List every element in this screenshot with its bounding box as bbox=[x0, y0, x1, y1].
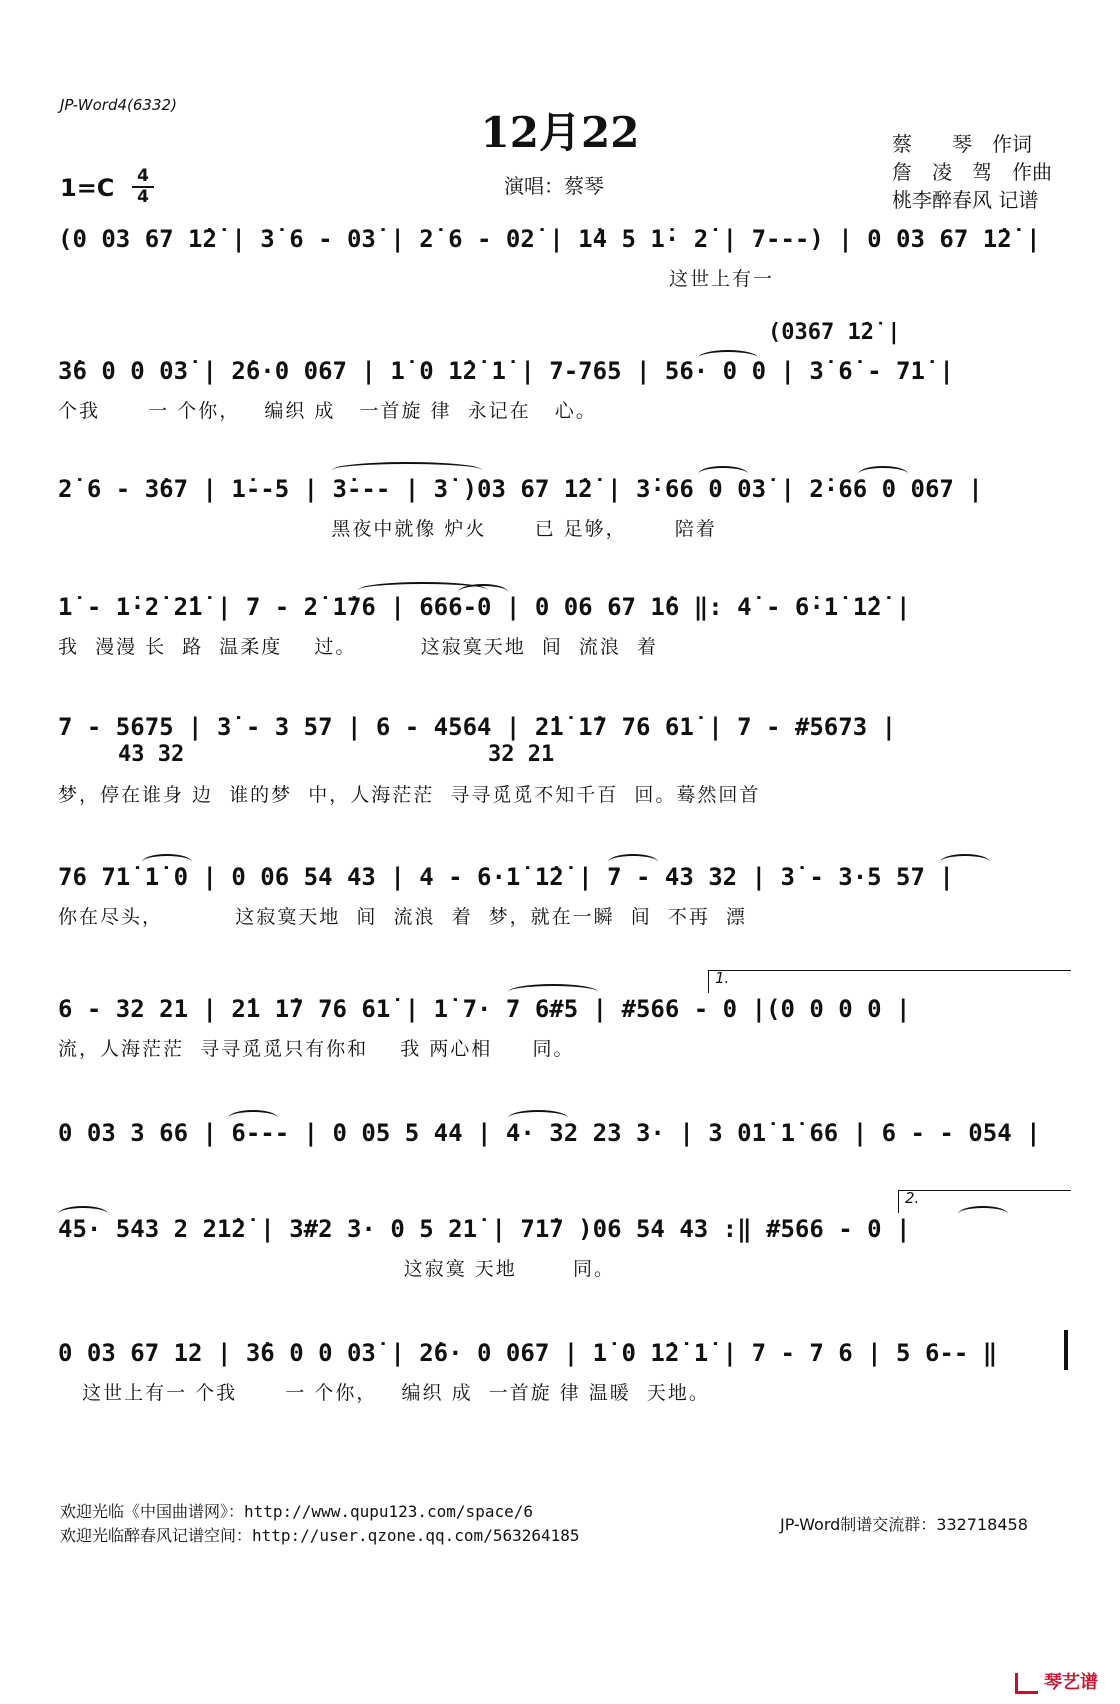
final-barline bbox=[1064, 1330, 1068, 1370]
slur bbox=[698, 466, 748, 482]
slur bbox=[508, 984, 598, 1000]
logo-icon bbox=[1015, 1673, 1038, 1694]
lyrics-row-1: 这世上有一 bbox=[58, 268, 775, 290]
lyrics-row-2: 个我 一 个你， 编织 成 一首旋 律 永记在 心。 bbox=[58, 400, 597, 422]
volta-first-ending: 1. bbox=[708, 970, 1071, 993]
tie bbox=[332, 462, 482, 478]
harmony-mid: 32 21 bbox=[488, 742, 555, 767]
singer-credit: 演唱：蔡琴 bbox=[504, 174, 604, 198]
slur bbox=[608, 854, 658, 870]
notes-row-1: (0 03 67 1̇2̇ | 3̇ 6 - 03̇ | 2̇ 6 - 02̇ | 1̇4 5 1̇· 2̇ | 7---) | 0 03 67 1̇2̇ | bbox=[58, 225, 1041, 253]
lyrics-row-6: 你在尽头， 这寂寞天地 间 流浪 着 梦，就在一瞬 间 不再 漂 bbox=[58, 906, 747, 928]
intro-reprise: (0367 1̇2̇ | bbox=[768, 320, 901, 345]
notes-row-2: 3̇6 0 0 03̇ | 2̇6·0 067 | 1̇ 0 1̇2̇ 1̇ | 7-765 | 56· 0 0 | 3̇ 6̇ - 71̇ | bbox=[58, 357, 954, 385]
slur bbox=[58, 1206, 108, 1222]
lyrics-row-10: 这世上有一 个我 一 个你， 编织 成 一首旋 律 温暖 天地。 bbox=[58, 1382, 710, 1404]
slur bbox=[940, 854, 990, 870]
notes-row-9: 45· 543 2 21̇2̇ | 3#2 3· 0 5 21̇ | 71̇7 )06 54 43 :‖ #566 - 0 | bbox=[58, 1215, 911, 1243]
notes-row-5: 7 - 5675 | 3̇ - 3 57 | 6 - 4564 | 2̇1̇ 1̇7 76 61̇ | 7 - #5673 | bbox=[58, 713, 897, 741]
lyrics-row-4: 我 漫漫 长 路 温柔度 过。 这寂寞天地 间 流浪 着 bbox=[58, 636, 658, 658]
lyrics-row-7: 流，人海茫茫 寻寻觅觅只有你和 我 两心相 同。 bbox=[58, 1038, 575, 1060]
credit-lyricist: 蔡 琴 作词 bbox=[892, 132, 1032, 156]
key-signature: 1=C bbox=[60, 174, 115, 202]
notes-row-10: 0 03 67 12 | 3̇6 0 0 03̇ | 2̇6· 0 067 | 1̇ 0 1̇2̇ 1̇ | 7 - 7 6 | 5 6-- ‖ bbox=[58, 1339, 998, 1367]
lyrics-row-9: 这寂寞 天地 同。 bbox=[58, 1258, 616, 1280]
credit-composer: 詹 凌 驾 作曲 bbox=[892, 160, 1052, 184]
slur bbox=[458, 584, 508, 600]
footer-link-qupu[interactable]: 欢迎光临《中国曲谱网》：http://www.qupu123.com/space/6 bbox=[60, 1502, 533, 1521]
notes-row-7: 6 - 32 21 | 2̇1 1̇7 76 61̇ | 1̇ 7· 7 6#5 | #566 - 0 |(0 0 0 0 | bbox=[58, 995, 911, 1023]
notes-row-6: 76 71̇ 1̇ 0 | 0 06 54 43 | 4 - 6·1̇ 1̇2̇ | 7 - 43 32 | 3̇ - 3·5 57 | bbox=[58, 863, 954, 891]
software-label: JP-Word4(6332) bbox=[60, 96, 177, 114]
footer-link-qzone[interactable]: 欢迎光临醉春风记谱空间：http://user.qzone.qq.com/563264185 bbox=[60, 1526, 580, 1545]
harmony-left: 43 32 bbox=[118, 742, 185, 767]
meter-bottom: 4 bbox=[137, 187, 149, 207]
lyrics-row-3: 黑夜中就像 炉火 已 足够， 陪着 bbox=[58, 518, 717, 540]
song-title: 12月22 bbox=[480, 108, 640, 157]
notes-row-4: 1̇ - 1̇·2̇ 2̇1̇ | 7 - 2̇ 1̇76 | 666-0 | 0 06 67 1̇6 ‖: 4̇ - 6̇·1̇ 1̇2̇ | bbox=[58, 593, 911, 621]
slur bbox=[958, 1206, 1008, 1222]
lyrics-row-5: 梦，停在谁身 边 谁的梦 中，人海茫茫 寻寻觅觅不知千百 回。蓦然回首 bbox=[58, 784, 761, 806]
footer-links bbox=[60, 1500, 580, 1548]
slur bbox=[508, 1110, 568, 1126]
slur bbox=[228, 1110, 278, 1126]
credit-transcriber: 桃李醉春风 记谱 bbox=[892, 188, 1039, 212]
notes-row-3: 2̇ 6 - 3̇67 | 1̇--5 | 3̇--- | 3̇ )03 67 1̇2̇ | 3̇·66 0 03̇ | 2̇·66 0 067 | bbox=[58, 475, 983, 503]
slur bbox=[858, 466, 908, 482]
logo-text: 琴艺谱 bbox=[1044, 1672, 1098, 1693]
time-signature bbox=[132, 168, 154, 206]
notes-row-8: 0 03 3 66 | 6--- | 0 05 5 44 | 4· 32 23 3· | 3 01̇ 1̇ 66 | 6 - - 054 | bbox=[58, 1119, 1041, 1147]
watermark-logo bbox=[1015, 1668, 1098, 1694]
credits bbox=[892, 130, 1082, 214]
meter-top: 4 bbox=[137, 166, 149, 186]
footer-group: JP-Word制谱交流群：332718458 bbox=[780, 1515, 1028, 1534]
slur bbox=[142, 854, 192, 870]
slur bbox=[698, 350, 758, 366]
volta-second-ending: 2. bbox=[898, 1190, 1071, 1213]
